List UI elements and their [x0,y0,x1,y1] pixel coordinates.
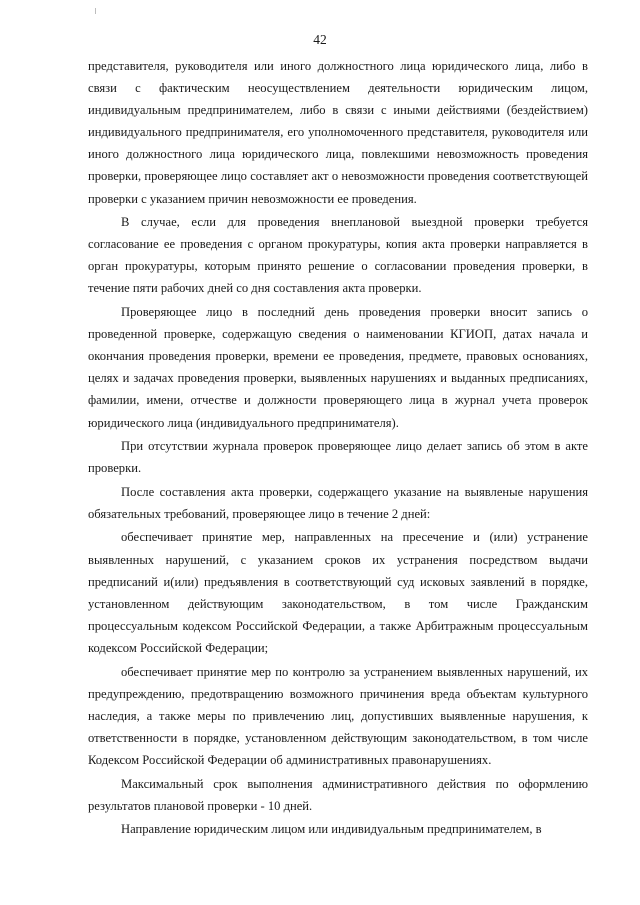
paragraph-no-journal: При отсутствии журнала проверок проверяющее лицо делает запись об этом в акте проверки. [88,439,588,476]
paragraph-inspection-journal-entry: Проверяющее лицо в последний день проведения проверки вносит запись о проведенной проверке, содержащую сведения о наименовании КГИОП, датах начала и окончания проведения проверки, времени ее проведения, предмете, правовых основаниях, целях и задачах проведения проверки, выявленных нарушениях и выданных предписаниях, фамилии, имени, отчестве и должности проверяющего лица в журнал учета проверок юридического лица (индивидуального предпринимателя). [88,305,588,430]
paragraph-direction: Направление юридическим лицом или индивидуальным предпринимателем, в [121,822,542,837]
paragraph-continuation: представителя, руководителя или иного должностного лица юридического лица, либо в связи с фактическим неосуществлением деятельности юридическим лицом, индивидуальным предпринимателем, либо в связи с иными действиями (бездействием) индивидуального предпринимателя, его уполномоченного представителя, руководителя или иного должностного лица юридического лица, повлекшими невозможность проведения проверки, проверяющее лицо составляет акт о невозможности проведения соответствующей проверки с указанием причин невозможности ее проведения. [88,59,588,206]
document-body [88,55,588,842]
paragraph-after-act: После составления акта проверки, содержащего указание на выявленые нарушения обязательных требований, проверяющее лицо в течение 2 дней: [88,484,588,521]
paragraph-prosecutor-agreement: В случае, если для проведения внеплановой выездной проверки требуется согласование ее проведения с органом прокуратуры, копия акта проверки направляется в орган прокуратуры, которым принято решение о согласовании проведения проверки, в течение пяти рабочих дней со дня составления акта проверки. [88,215,588,296]
paragraph-measures-elimination: обеспечивает принятие мер, направленных на пресечение и (или) устранение выявленных нарушений, с указанием сроков их устранения посредством выдачи предписаний и(или) предъявления в соответствующий суд исковых заявлений в порядке, установленном действующим законодательством, в том числе Гражданским процессуальным кодексом Российской Федерации, а также Арбитражным процессуальным кодексом Российской Федерации; [88,530,588,655]
paragraph-measures-control: обеспечивает принятие мер по контролю за устранением выявленных нарушений, их предупреждению, предотвращению возможного причинения вреда объектам культурного наследия, а также меры по привлечению лиц, допустивших выявленные нарушения, к ответственности в порядке, установленном действующим законодательством, в том числе Кодексом Российской Федерации об административных правонарушениях. [88,664,588,767]
paragraph-max-term: Максимальный срок выполнения административного действия по оформлению результатов плановой проверки - 10 дней. [88,776,588,813]
scan-mark [95,8,96,14]
page-number: 42 [313,32,327,47]
